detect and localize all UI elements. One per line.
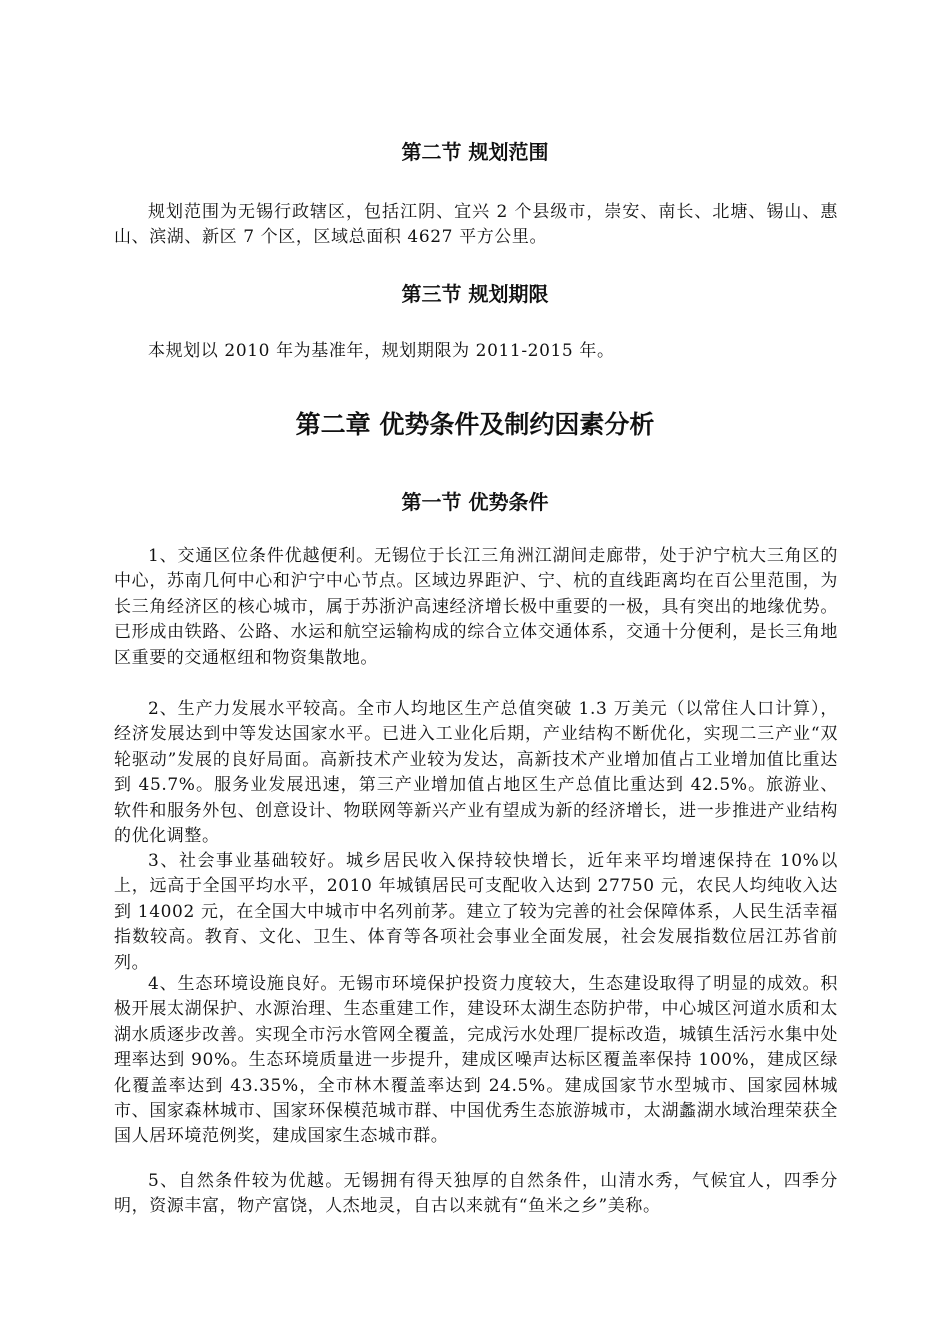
advantage-paragraph-nature: 5、自然条件较为优越。无锡拥有得天独厚的自然条件，山清水秀，气候宜人，四季分明，资源丰富，物产富饶，人杰地灵，自古以来就有“鱼米之乡”美称。 <box>114 1171 838 1217</box>
section-heading-scope: 第二节 规划范围 <box>401 140 549 164</box>
section-heading-period: 第三节 规划期限 <box>401 282 549 306</box>
chapter-heading: 第二章 优势条件及制约因素分析 <box>295 410 655 439</box>
advantage-paragraph-social: 3、社会事业基础较好。城乡居民收入保持较快增长，近年来平均增速保持在 10%以上，远高于全国平均水平，2010 年城镇居民可支配收入达到 27750 元，农民人均纯收入达到 14002 元，在全国大中城市中名列前茅。建立了较为完善的社会保障体系，人民生活幸福指数较高。教育、文化、卫生、体育等各项社会事业全面发展，社会发展指数位居江苏省前列。 <box>114 851 838 973</box>
section-heading-advantages: 第一节 优势条件 <box>401 490 549 514</box>
period-paragraph: 本规划以 2010 年为基准年，规划期限为 2011-2015 年。 <box>148 341 615 361</box>
advantage-paragraph-environment: 4、生态环境设施良好。无锡市环境保护投资力度较大，生态建设取得了明显的成效。积极开展太湖保护、水源治理、生态重建工作，建设环太湖生态防护带，中心城区河道水质和太湖水质逐步改善。实现全市污水管网全覆盖，完成污水处理厂提标改造，城镇生活污水集中处理率达到 90%。生态环境质量进一步提升，建成区噪声达标区覆盖率保持 100%，建成区绿化覆盖率达到 43.35%，全市林木覆盖率达到 24.5%。建成国家节水型城市、国家园林城市、国家森林城市、国家环保模范城市群、中国优秀生态旅游城市，太湖蠡湖水域治理荣获全国人居环境范例奖，建成国家生态城市群。 <box>114 974 838 1147</box>
advantage-paragraph-transport: 1、交通区位条件优越便利。无锡位于长江三角洲江湖间走廊带，处于沪宁杭大三角区的中心，苏南几何中心和沪宁中心节点。区域边界距沪、宁、杭的直线距离均在百公里范围，为长三角经济区的核心城市，属于苏浙沪高速经济增长极中重要的一极，具有突出的地缘优势。已形成由铁路、公路、水运和航空运输构成的综合立体交通体系，交通十分便利，是长三角地区重要的交通枢纽和物资集散地。 <box>114 546 838 668</box>
advantage-paragraph-productivity: 2、生产力发展水平较高。全市人均地区生产总值突破 1.3 万美元（以常住人口计算），经济发展达到中等发达国家水平。已进入工业化后期，产业结构不断优化，实现二三产业“双轮驱动”发展的良好局面。高新技术产业较为发达，高新技术产业增加值占工业增加值比重达到 45.7%。服务业发展迅速，第三产业增加值占地区生产总值比重达到 42.5%。旅游业、软件和服务外包、创意设计、物联网等新兴产业有望成为新的经济增长，进一步推进产业结构的优化调整。 <box>114 699 838 847</box>
scope-paragraph: 规划范围为无锡行政辖区，包括江阴、宜兴 2 个县级市，崇安、南长、北塘、锡山、惠山、滨湖、新区 7 个区，区域总面积 4627 平方公里。 <box>114 202 838 248</box>
